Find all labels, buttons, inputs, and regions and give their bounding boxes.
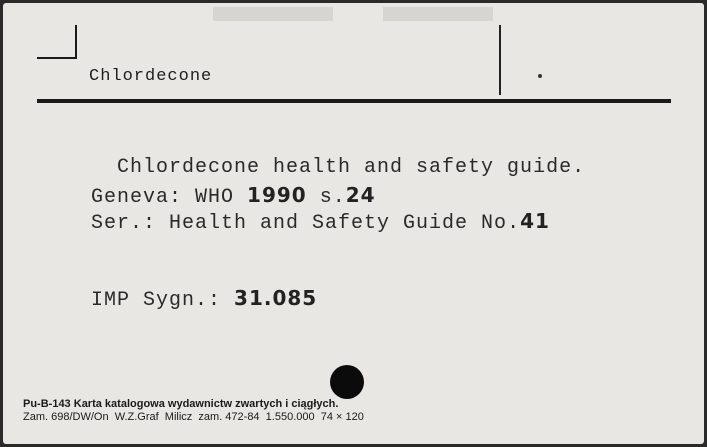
footer-line-1 <box>23 398 338 410</box>
faint-stamp-mark <box>213 7 333 21</box>
catalog-card <box>3 3 704 444</box>
form-description: Karta katalogowa wydawnictw zwartych i ciągłych. <box>73 398 339 410</box>
subject-heading: Chlordecone <box>89 67 213 86</box>
header-rule <box>37 99 671 103</box>
title-line: Chlordecone health and safety guide. <box>117 156 586 179</box>
series-prefix: Ser.: Health and Safety Guide No. <box>91 212 521 235</box>
mark-dot <box>538 74 542 78</box>
series-number: 41 <box>520 209 550 233</box>
vertical-divider <box>499 25 501 95</box>
faint-stamp-mark <box>383 7 493 21</box>
series-line <box>91 209 550 235</box>
imprint-line <box>91 183 376 209</box>
signature-line <box>91 286 317 312</box>
form-code: Pu-B-143 <box>23 398 71 410</box>
footer-line-2: Zam. 698/DW/On W.Z.Graf Milicz zam. 472-84 1.550.000 74 × 120 <box>23 411 364 423</box>
imprint-pages: 24 <box>345 183 376 207</box>
signature-label: IMP Sygn.: <box>91 289 222 312</box>
imprint-prefix: Geneva: WHO <box>91 186 235 209</box>
corner-bracket <box>37 25 77 59</box>
imprint-pages-prefix: s. <box>319 186 346 209</box>
signature-value: 31.085 <box>234 286 318 310</box>
imprint-year: 1990 <box>247 183 307 207</box>
punch-hole <box>330 365 364 399</box>
